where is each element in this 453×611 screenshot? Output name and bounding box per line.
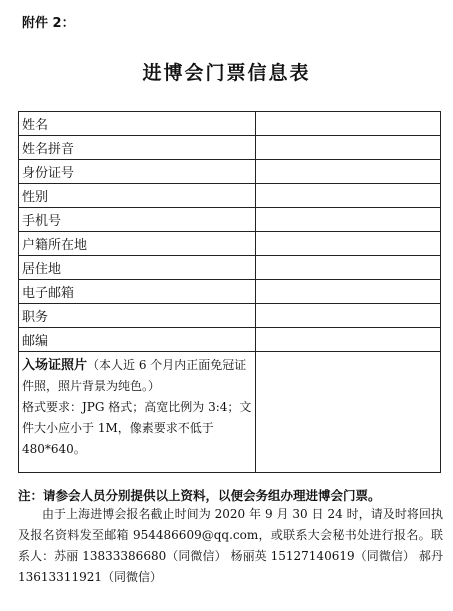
field-label-id-number: 身份证号 <box>19 160 256 184</box>
form-row <box>19 208 441 232</box>
photo-label-cell <box>19 352 256 473</box>
field-label-household-registration: 户籍所在地 <box>19 232 256 256</box>
field-label-postcode: 邮编 <box>19 328 256 352</box>
field-value-name[interactable] <box>256 112 441 136</box>
form-row <box>19 256 441 280</box>
field-value-household-registration[interactable] <box>256 232 441 256</box>
field-value-email[interactable] <box>256 280 441 304</box>
photo-description: （本人近 6 个月内正面免冠证件照，照片背景为纯色。） <box>22 358 247 393</box>
annex-label: 附件 2： <box>22 16 75 31</box>
form-row <box>19 184 441 208</box>
photo-upload-area[interactable] <box>256 352 441 473</box>
field-value-name-pinyin[interactable] <box>256 136 441 160</box>
form-row <box>19 160 441 184</box>
field-label-phone: 手机号 <box>19 208 256 232</box>
form-row <box>19 280 441 304</box>
form-title: 进博会门票信息表 <box>142 62 311 84</box>
photo-requirements: 格式要求：JPG 格式；高宽比例为 3:4；文件大小应小于 1M，像素要求不低于 480*640。 <box>22 400 252 456</box>
field-value-position[interactable] <box>256 304 441 328</box>
form-body <box>19 112 441 473</box>
field-label-residence: 居住地 <box>19 256 256 280</box>
field-label-name: 姓名 <box>19 112 256 136</box>
field-label-email: 电子邮箱 <box>19 280 256 304</box>
ticket-info-form <box>18 111 441 473</box>
form-row <box>19 304 441 328</box>
field-value-id-number[interactable] <box>256 160 441 184</box>
photo-row <box>19 352 441 473</box>
field-label-position: 职务 <box>19 304 256 328</box>
form-row <box>19 232 441 256</box>
form-row <box>19 328 441 352</box>
photo-heading: 入场证照片 <box>22 358 88 373</box>
field-value-residence[interactable] <box>256 256 441 280</box>
contact-paragraph: 由于上海进博会报名截止时间为 2020 年 9 月 30 日 24 时，请及时将回执及报名资料发至邮箱 954486609@qq.com，或联系大会秘书处进行报名。联系人：苏丽 13833386680（同微信） 杨丽英 15127140619（同微信） 郝丹 13613311921（同微信） <box>18 507 443 584</box>
form-row <box>19 136 441 160</box>
field-label-gender: 性别 <box>19 184 256 208</box>
field-value-phone[interactable] <box>256 208 441 232</box>
field-value-postcode[interactable] <box>256 328 441 352</box>
field-value-gender[interactable] <box>256 184 441 208</box>
form-row <box>19 112 441 136</box>
note-text: 注：请参会人员分别提供以上资料，以便会务组办理进博会门票。 <box>18 488 381 503</box>
photo-instructions <box>22 355 252 460</box>
field-label-name-pinyin: 姓名拼音 <box>19 136 256 160</box>
